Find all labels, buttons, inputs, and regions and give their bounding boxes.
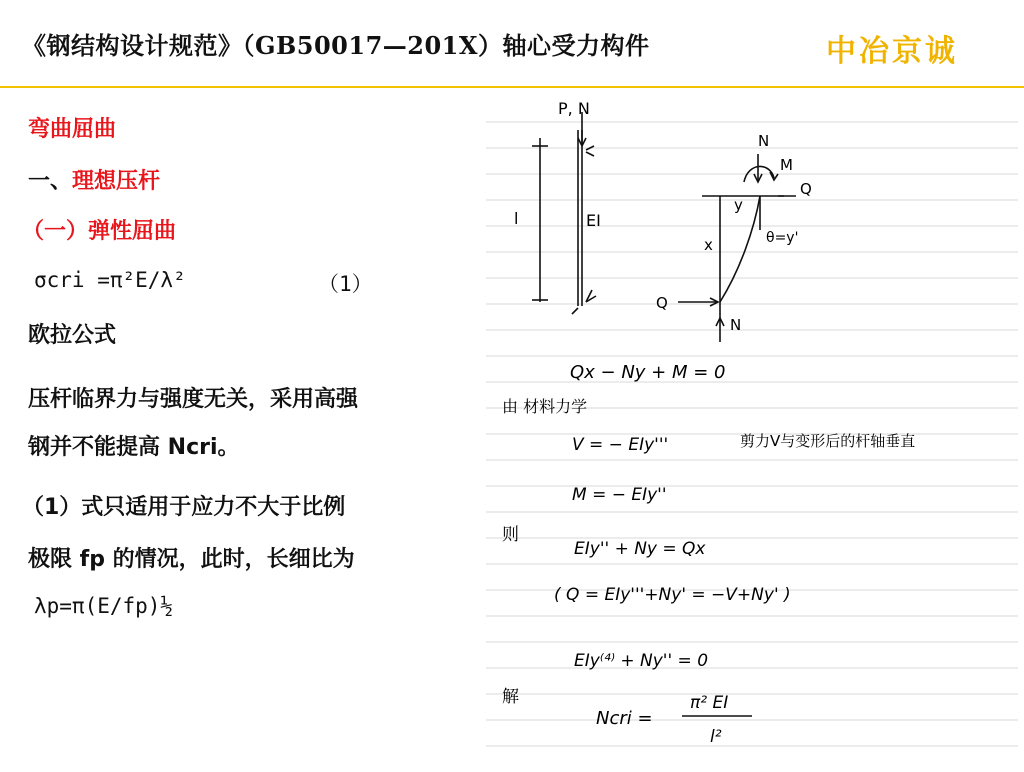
section-1	[28, 164, 160, 195]
equation-7-numerator: π² EI	[690, 693, 729, 713]
equation-3: M = − EIy''	[572, 485, 667, 505]
label-Q-top: Q	[800, 180, 812, 198]
equation-7-denominator: l²	[710, 727, 722, 747]
section-heading: 弯曲屈曲	[28, 117, 117, 142]
formula-1: σcri =π²E/λ²	[34, 268, 186, 292]
label-theta: θ=y'	[766, 230, 799, 246]
label-EI: EI	[586, 211, 601, 230]
header-divider	[0, 86, 1024, 88]
note-jie: 解	[502, 687, 519, 707]
paragraph-1-line-1: 压杆临界力与强度无关，采用高强	[28, 387, 359, 412]
equation-4: EIy'' + Ny = Qx	[574, 539, 706, 559]
equation-2: V = − EIy'''	[572, 435, 669, 455]
page-title: 《钢结构设计规范》（GB50017—201X）轴心受力构件	[22, 31, 650, 60]
equation-7-lhs: Ncri =	[596, 708, 653, 729]
section-1-title: 理想压杆	[72, 169, 161, 194]
paragraph-1-line-2: 钢并不能提高 Ncri。	[28, 435, 240, 460]
label-M: M	[780, 156, 793, 174]
label-Q-bottom: Q	[656, 294, 668, 312]
label-N-top: N	[758, 132, 770, 150]
euler-label: 欧拉公式	[28, 323, 117, 348]
label-y: y	[734, 196, 743, 214]
equation-1: Qx − Ny + M = 0	[570, 362, 726, 383]
company-logo: 中冶京诚	[826, 34, 958, 69]
formula-1-number: （1）	[318, 272, 373, 296]
formula-2: λp=π(E/fp)½	[34, 594, 174, 618]
note-ze: 则	[502, 525, 519, 545]
label-l: l	[514, 209, 519, 228]
equation-6: EIy⁽⁴⁾ + Ny'' = 0	[574, 651, 709, 671]
handwritten-notes	[478, 90, 1024, 768]
section-1-prefix: 一、	[28, 169, 73, 194]
label-N-bottom: N	[730, 316, 742, 334]
label-PN: P, N	[558, 99, 590, 118]
note-material-mechanics: 由 材料力学	[502, 397, 588, 416]
notes-canvas	[478, 90, 1024, 768]
paragraph-2-line-2: 极限 fp 的情况，此时，长细比为	[28, 547, 355, 572]
paragraph-2-line-1: （1）式只适用于应力不大于比例	[22, 495, 346, 520]
equation-5: ( Q = EIy'''+Ny' = −V+Ny' )	[554, 585, 791, 605]
note-shear: 剪力V与变形后的杆轴垂直	[740, 432, 916, 450]
subsection-elastic: （一）弹性屈曲	[22, 219, 177, 244]
label-x: x	[704, 236, 713, 254]
deflected-member-sketch	[678, 154, 799, 342]
